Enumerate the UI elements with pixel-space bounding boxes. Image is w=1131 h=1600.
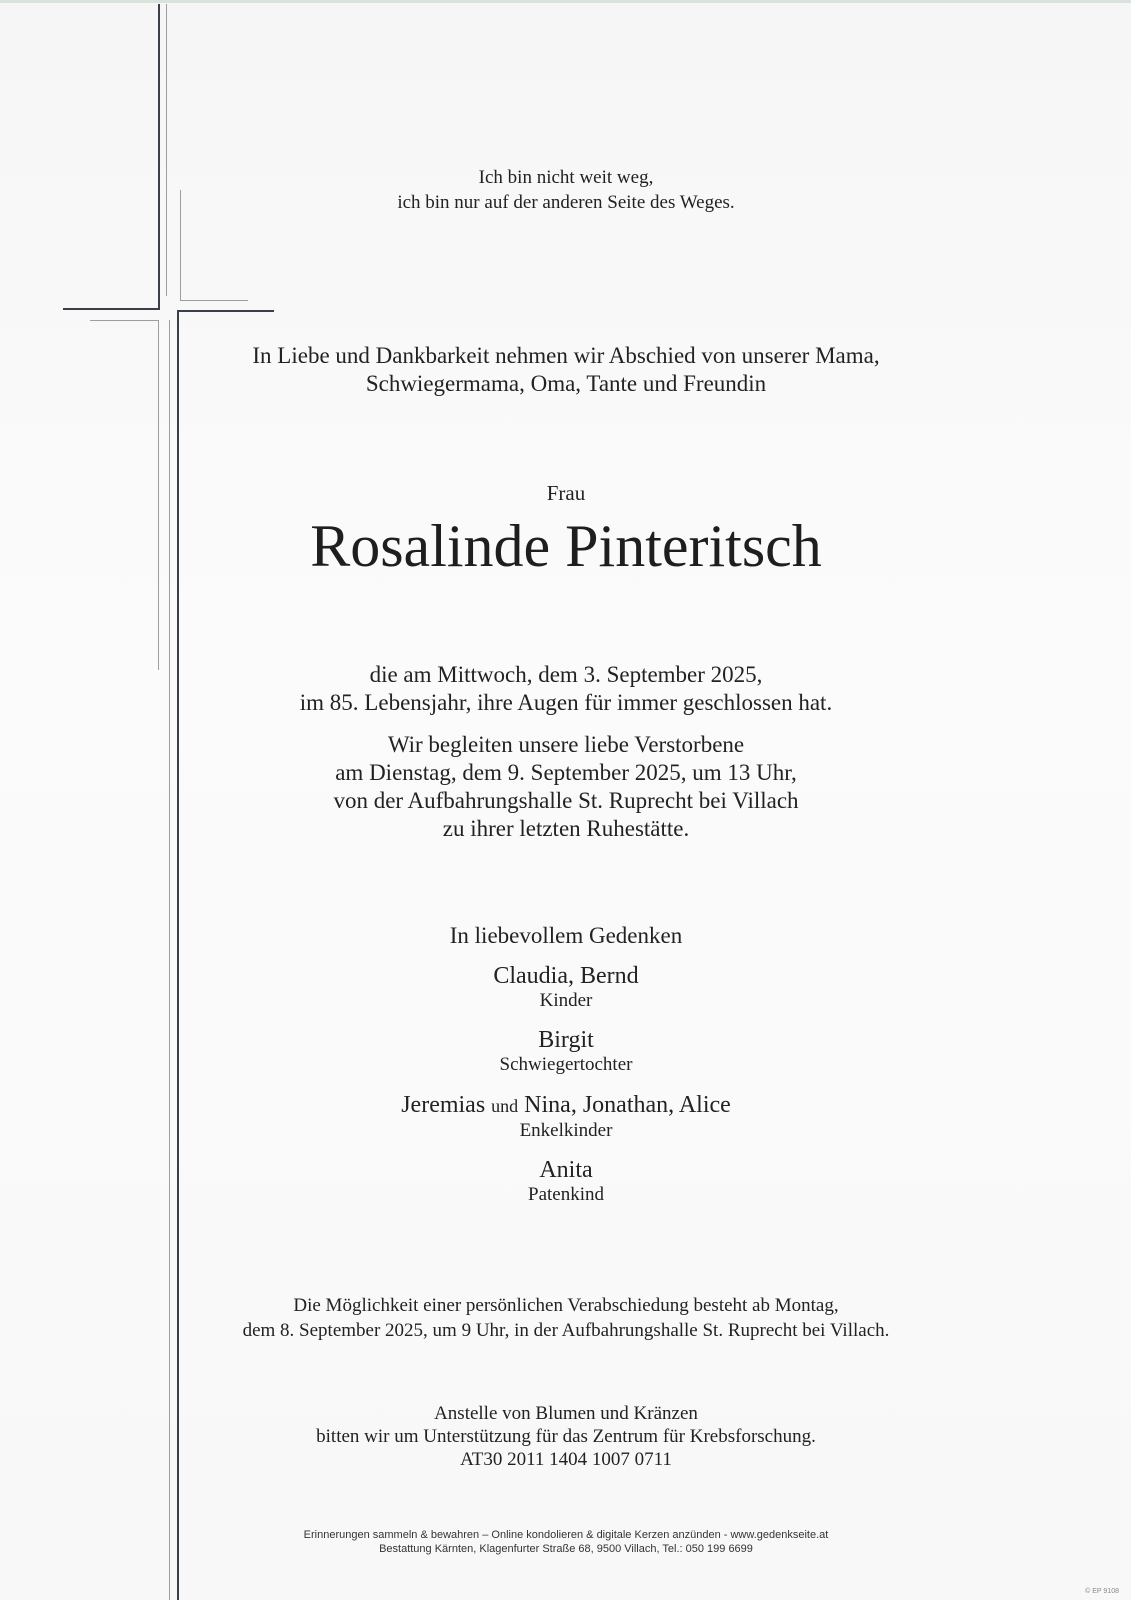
death-line-2: im 85. Lebensjahr, ihre Augen für immer geschlossen hat. — [299, 690, 833, 715]
motto-line-2: ich bin nur auf der anderen Seite des Weges. — [397, 192, 735, 213]
mourner-name-part-1: Jeremias — [401, 1092, 486, 1118]
donation-notice — [160, 1402, 972, 1471]
motto-line-1: Ich bin nicht weit weg, — [478, 167, 654, 188]
funeral-line-2: am Dienstag, dem 9. September 2025, um 13 Uhr, — [335, 760, 797, 785]
donation-iban: AT30 2011 1404 1007 0711 — [460, 1449, 672, 1470]
mourner-relation: Patenkind — [528, 1184, 604, 1205]
mourner-relation: Kinder — [539, 990, 593, 1011]
funeral-line-3: von der Aufbahrungshalle St. Ruprecht bei Villach — [333, 788, 799, 813]
viewing-line-2: dem 8. September 2025, um 9 Uhr, in der Aufbahrungshalle St. Ruprecht bei Villach. — [242, 1320, 890, 1341]
intro-line-2: Schwiegermama, Oma, Tante und Freundin — [365, 371, 767, 396]
mourner-entry — [160, 1091, 972, 1142]
mourner-connector: und — [491, 1096, 519, 1116]
mourner-relation: Schwiegertochter — [499, 1054, 633, 1075]
motto — [160, 165, 972, 215]
death-line-1: die am Mittwoch, dem 3. September 2025, — [369, 662, 763, 687]
funeral-line-4: zu ihrer letzten Ruhestätte. — [442, 816, 690, 841]
viewing-line-1: Die Möglichkeit einer persönlichen Verabschiedung besteht ab Montag, — [293, 1295, 839, 1316]
salutation: Frau — [546, 481, 586, 505]
footer-line-1: Erinnerungen sammeln & bewahren – Online kondolieren & digitale Kerzen anzünden - www.gedenkseite.at — [303, 1529, 829, 1541]
death-notice — [160, 661, 972, 717]
mourner-entry — [160, 1026, 972, 1076]
mourner-name: Anita — [539, 1157, 593, 1183]
mourner-name — [160, 1091, 972, 1120]
footer-line-2: Bestattung Kärnten, Klagenfurter Straße 68, 9500 Villach, Tel.: 050 199 6699 — [379, 1543, 753, 1555]
footer — [160, 1528, 972, 1556]
mourner-name-part-2: Nina, Jonathan, Alice — [524, 1092, 731, 1118]
memory-heading: In liebevollem Gedenken — [449, 923, 683, 948]
mourner-name: Claudia, Bernd — [493, 963, 639, 989]
mourner-relation: Enkelkinder — [519, 1120, 613, 1141]
donation-line-2: bitten wir um Unterstützung für das Zentrum für Krebsforschung. — [316, 1426, 816, 1447]
viewing-notice — [160, 1293, 972, 1343]
funeral-line-1: Wir begleiten unsere liebe Verstorbene — [387, 732, 745, 757]
deceased-name: Rosalinde Pinteritsch — [310, 513, 822, 579]
intro-text — [160, 342, 972, 398]
funeral-notice — [160, 731, 972, 843]
intro-line-1: In Liebe und Dankbarkeit nehmen wir Abschied von unserer Mama, — [252, 343, 880, 368]
mourner-name: Birgit — [538, 1027, 594, 1053]
mourner-entry — [160, 962, 972, 1012]
donation-line-1: Anstelle von Blumen und Kränzen — [434, 1403, 698, 1424]
print-code: © EP 9108 — [1085, 1588, 1119, 1595]
mourner-entry — [160, 1156, 972, 1206]
